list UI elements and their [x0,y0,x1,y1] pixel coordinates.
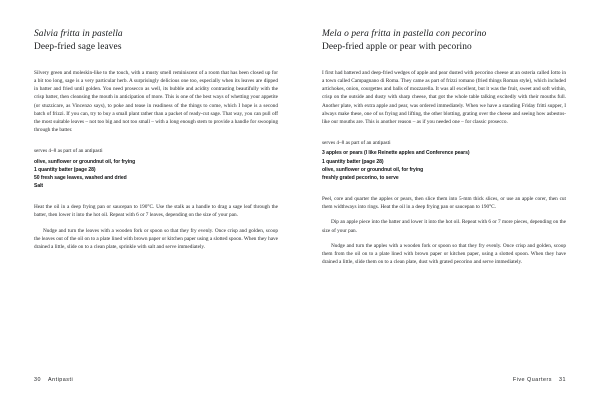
ingredient-item: olive, sunflower or groundnut oil, for frying [322,166,424,173]
page-number: 30 [34,377,41,383]
right-recipe-title: Mela o pera fritta in pastella con pecorino [322,29,487,39]
left-ingredients-list [34,147,278,190]
paragraph: Nudge and turn the apples with a wooden fork or spoon so that they fry evenly. Once crisp and golden, scoop them from the oil on to a plate lined with brown paper or kitchen paper, using a slotted spoon. When they have drained a little, slide them on to a clean plate, dust with grated pecorino and serve immediately. [322,242,566,265]
footer-section-label: Antipasti [48,377,74,383]
ingredient-item: 1 quantity batter (page 28) [34,166,96,173]
right-recipe-subtitle: Deep-fried apple or pear with pecorino [322,41,472,52]
left-page-footer [34,377,278,383]
left-recipe-subtitle: Deep-fried sage leaves [34,41,122,52]
footer-section-label: Five Quarters [512,377,552,383]
right-page-footer [322,377,566,383]
ingredient-item: 3 apples or pears (I like Reinette apples and Conference pears) [322,150,470,157]
right-ingredients-list [322,139,566,182]
paragraph: Heat the oil in a deep frying pan or saucepan to 190°C. Use the stalk as a handle to drag a sage leaf through the batter, then lower it into the hot oil. Repeat with 6 or 7 leaves, depending on the size of your pan. [34,204,278,219]
left-recipe-title: Salvia fritta in pastella [34,29,123,39]
right-intro-text [322,69,566,126]
ingredient-item: freshly grated pecorino, to serve [322,175,399,182]
ingredient-item: olive, sunflower or groundnut oil, for frying [34,158,136,165]
ingredient-item: Salt [34,183,44,190]
serves-line: serves 4–8 as part of an antipasti [322,139,391,146]
paragraph: Silvery green and moleskin-like to the touch, with a musty smell reminiscent of a room that has been closed up for a bit too long, sage is a very particular herb. A surprisingly delicious one too, especially when its leaves are dipped in batter and fried until golden. You need prosecco as well, its bubble and acidity contrasting beautifully with the crisp batter, then cleansing the mouth in anticipation of more. This is one of the best ways of whetting your appetite (or stuzzicare, as Vincenzo says), to poke and tease in readiness of the things to come, which I hope is a second batch of frizzi. If you can, try to buy a small plant rather than a packet of ready-cut sage. That way, you can pull off the most suitable leaves – not too big and not too small – with a long enough stem to provide a handle for swooping through the batter. [34,70,278,133]
serves-line: serves 4–8 as part of an antipasti [34,147,103,154]
ingredient-item: 50 fresh sage leaves, washed and dried [34,174,127,181]
left-intro-text [34,69,278,134]
right-page [300,0,600,400]
right-method-text [322,195,566,266]
paragraph: Dip an apple piece into the batter and lower it into the hot oil. Repeat with 6 or 7 more pieces, depending on the size of your pan. [322,219,566,234]
left-method-text [34,203,278,250]
page-number: 31 [559,377,566,383]
ingredient-item: 1 quantity batter (page 28) [322,158,384,165]
paragraph: Peel, core and quarter the apples or pears, then slice them into 5-mm thick slices, or use an apple corer, then cut them widthways into rings. Heat the oil in a deep frying pan or saucepan to 190°C. [322,196,566,211]
paragraph: I first had battered and deep-fried wedges of apple and pear dusted with pecorino cheese at an osteria called Iotto in a town called Campagnano di Roma. They came as part of frizzi romano (fried things Roman style), which included artichokes, onion, courgettes and balls of mozzarella. It was all excellent, but it was the fruit, sweet and soft within, crisp on the outside and dusty with sharp cheese, that got the whole table talking excitedly with their mouths full. Another plate, with extra apple and pear, was ordered immediately. When we have a standing Friday fritti supper, I always make these, one of us frying and lifting, the other blotting, grating over the cheese and seeing how asbestos-like our mouths are. This is another reason – as if you needed one – for classic prosecco. [322,70,566,125]
paragraph: Nudge and turn the leaves with a wooden fork or spoon so that they fry evenly. Once crisp and golden, scoop the leaves out of the oil on to a plate lined with brown paper or kitchen paper using a slotted spoon. When they have drained a little, slide on to a clean plate, sprinkle with salt and serve immediately. [34,227,278,250]
